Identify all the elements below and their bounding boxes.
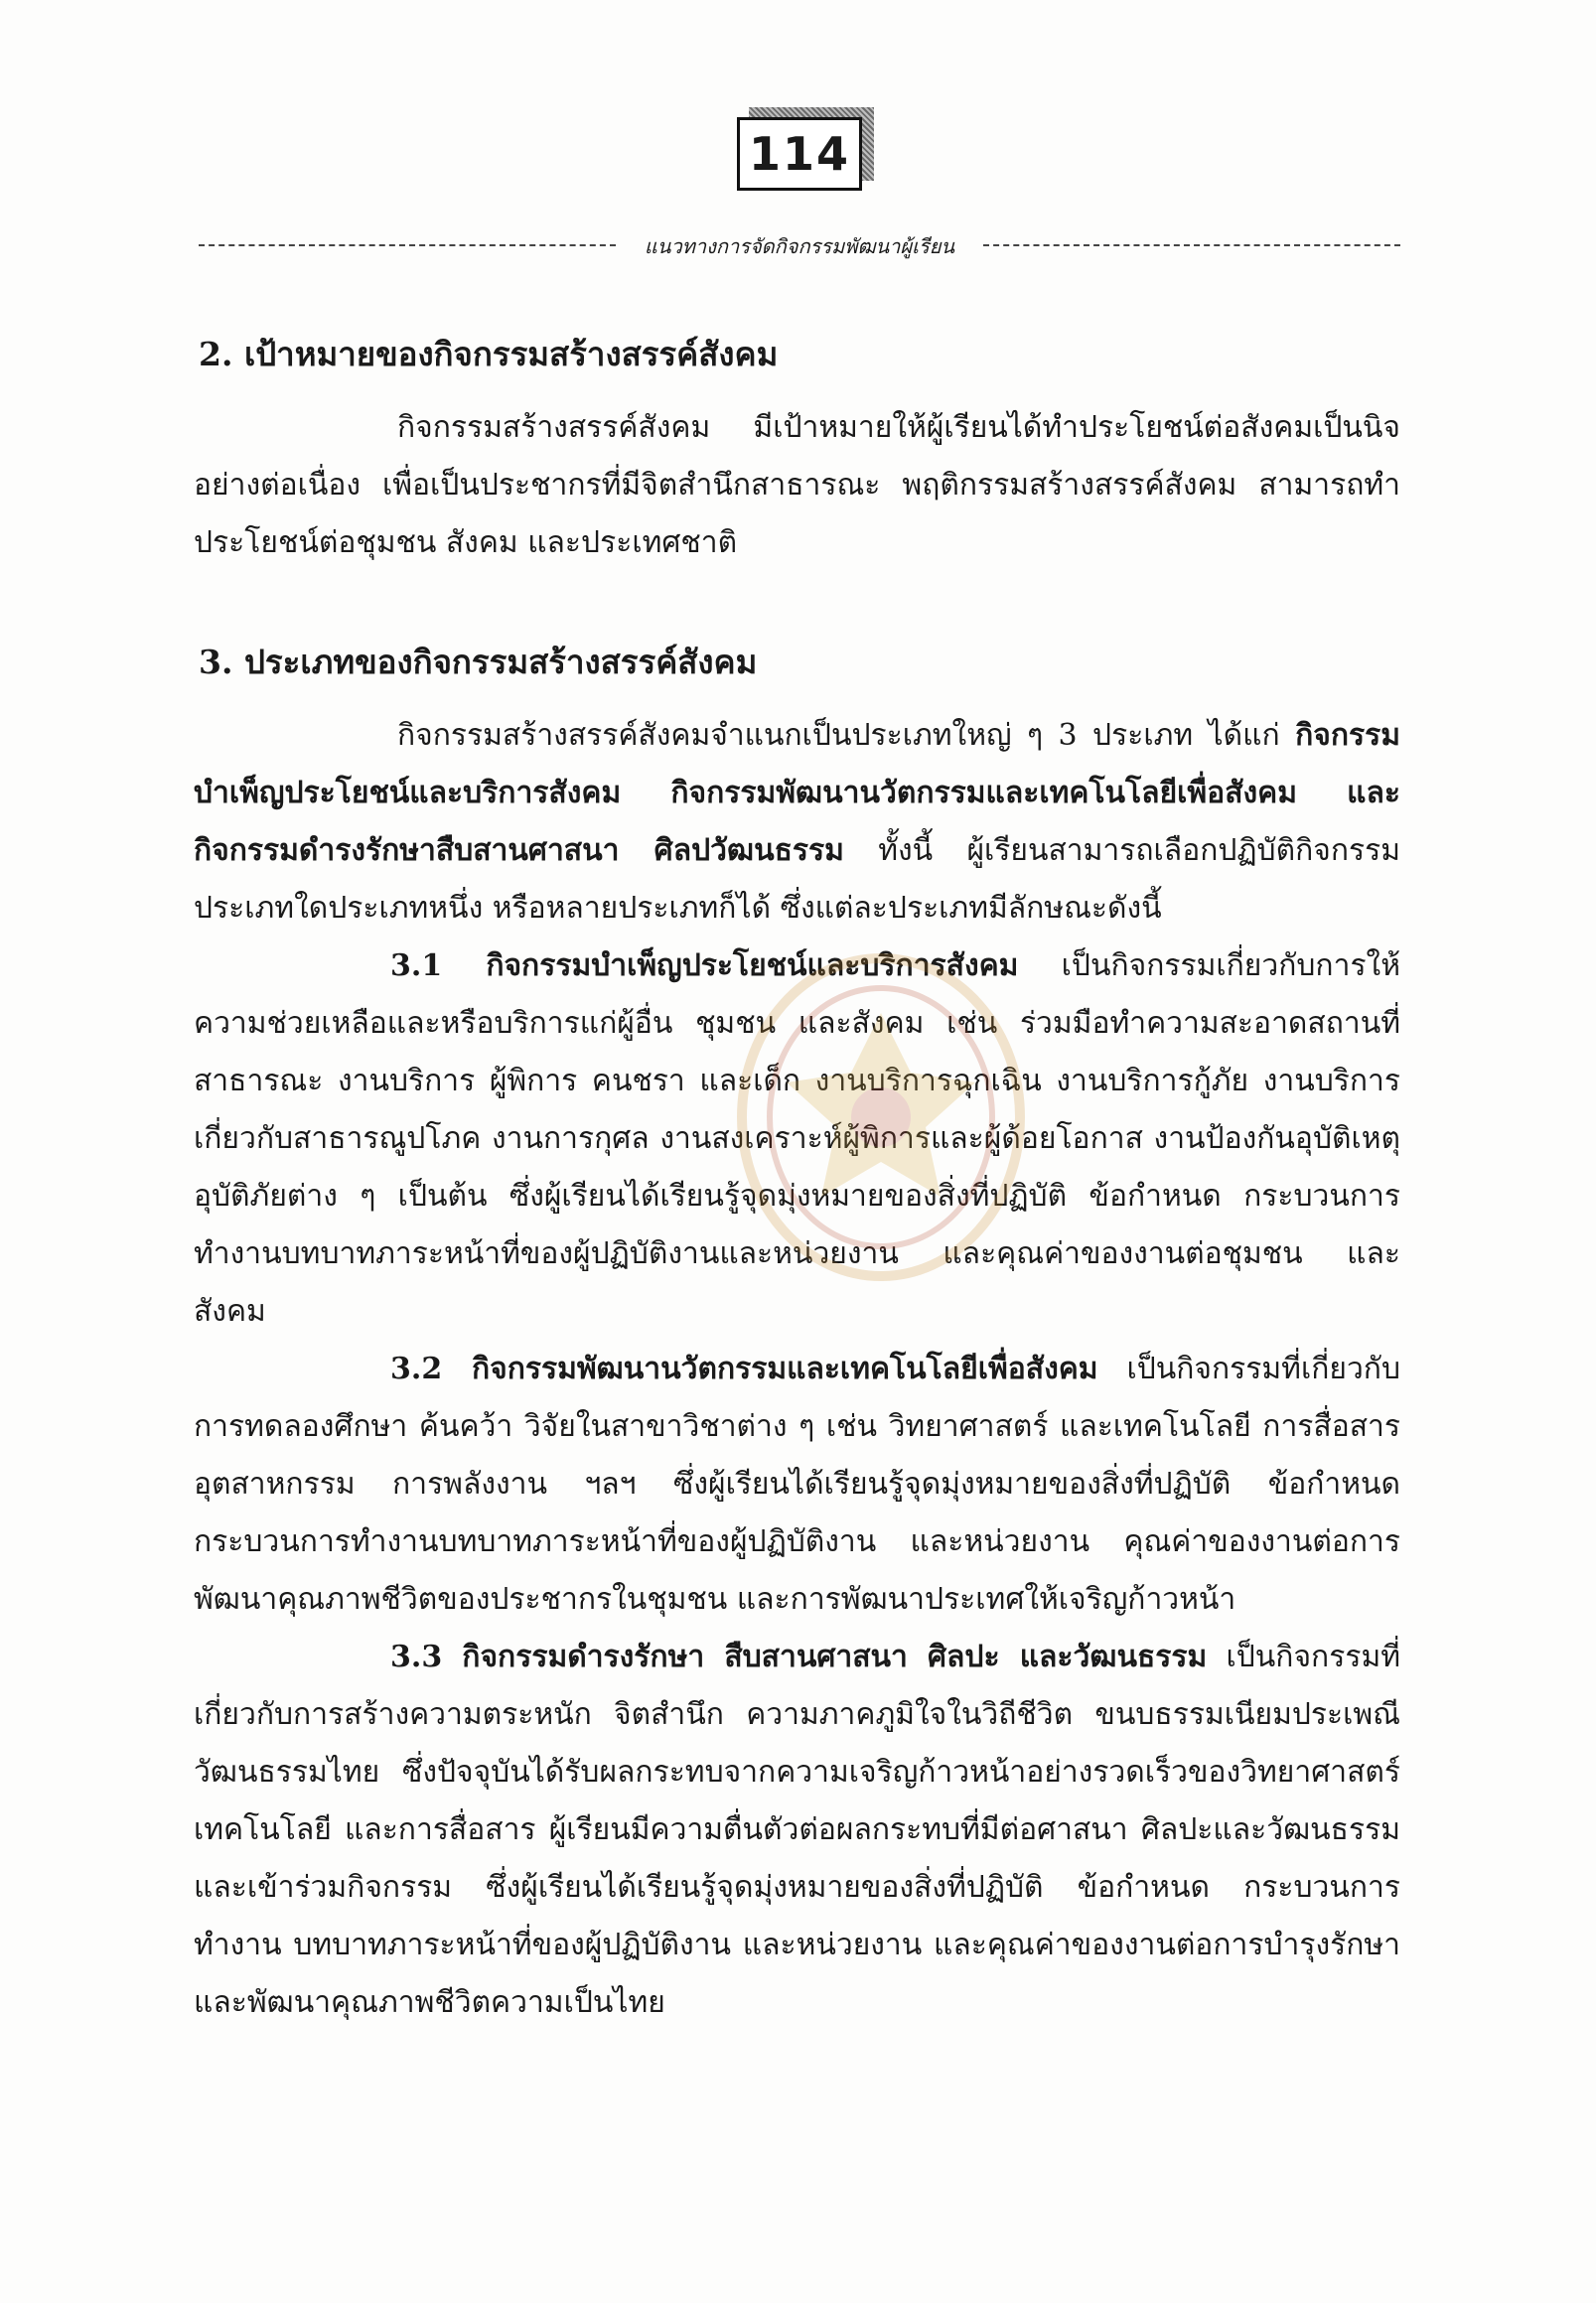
intro-type-3: และกิจกรรมดำรงรักษาสืบสานศาสนา ศิลปวัฒนธรรม	[194, 776, 1400, 868]
running-header-text: แนวทางการจัดกิจกรรมพัฒนาผู้เรียน	[644, 234, 955, 258]
intro-text-4: ทั้งนี้ ผู้เรียนสามารถเลือกปฏิบัติกิจกรรมประเภทใดประเภทหนึ่ง หรือหลายประเภทก็ได้ ซึ่งแต่ละประเภทมีลักษณะดังนี้	[194, 833, 1400, 926]
page-number-box	[737, 117, 862, 191]
subsection-3-3	[194, 1629, 1400, 2032]
subsection-3-1	[194, 937, 1400, 1341]
page-number: 114	[737, 117, 862, 191]
intro-text-2	[621, 776, 670, 810]
subsection-3-2	[194, 1341, 1400, 1629]
section-3-heading: 3. ประเภทของกิจกรรมสร้างสรรค์สังคม	[199, 643, 758, 681]
section-2-heading: 2. เป้าหมายของกิจกรรมสร้างสรรค์สังคม	[199, 335, 779, 373]
section-2-body	[194, 399, 1400, 572]
subsection-3-2-body: เป็นกิจกรรมที่เกี่ยวกับการทดลองศึกษา ค้นคว้า วิจัยในสาขาวิชาต่าง ๆ เช่น วิทยาศาสตร์ และเทคโนโลยี การสื่อสาร อุตสาหกรรม การพลังงาน ฯลฯ ซึ่งผู้เรียนได้เรียนรู้จุดมุ่งหมายของสิ่งที่ปฏิบัติ ข้อกำหนด กระบวนการทำงานบทบาทภาระหน้าที่ของผู้ปฏิบัติงาน และหน่วยงาน คุณค่าของงานต่อการพัฒนาคุณภาพชีวิตของประชากรในชุมชน และการพัฒนาประเทศให้เจริญก้าวหน้า	[194, 1352, 1400, 1617]
intro-type-1: กิจกรรมบำเพ็ญประโยชน์และบริการสังคม	[194, 718, 1400, 810]
subsection-3-3-body: เป็นกิจกรรมที่เกี่ยวกับการสร้างความตระหนัก จิตสำนึก ความภาคภูมิใจในวิถีชีวิต ขนบธรรมเนียมประเพณีวัฒนธรรมไทย ซึ่งปัจจุบันได้รับผลกระทบจากความเจริญก้าวหน้าอย่างรวดเร็วของวิทยาศาสตร์ เทคโนโลยี และการสื่อสาร ผู้เรียนมีความตื่นตัวต่อผลกระทบที่มีต่อศาสนา ศิลปะและวัฒนธรรม และเข้าร่วมกิจกรรม ซึ่งผู้เรียนได้เรียนรู้จุดมุ่งหมายของสิ่งที่ปฏิบัติ ข้อกำหนด กระบวนการทำงาน บทบาทภาระหน้าที่ของผู้ปฏิบัติงาน และหน่วยงาน และคุณค่าของงานต่อการบำรุงรักษาและพัฒนาคุณภาพชีวิตความเป็นไทย	[194, 1640, 1400, 2020]
intro-text-3	[1297, 776, 1347, 810]
intro-text-1: กิจกรรมสร้างสรรค์สังคมจำแนกเป็นประเภทใหญ่ ๆ 3 ประเภท ได้แก่	[397, 718, 1296, 753]
subsection-3-1-body: เป็นกิจกรรมเกี่ยวกับการให้ความช่วยเหลือและหรือบริการแก่ผู้อื่น ชุมชน และสังคม เช่น ร่วมมือทำความสะอาดสถานที่สาธารณะ งานบริการ ผู้พิการ คนชรา และเด็ก งานบริการฉุกเฉิน งานบริการกู้ภัย งานบริการเกี่ยวกับสาธารณูปโภค งานการกุศล งานสงเคราะห์ผู้พิการและผู้ด้อยโอกาส งานป้องกันอุบัติเหตุ อุบัติภัยต่าง ๆ เป็นต้น ซึ่งผู้เรียนได้เรียนรู้จุดมุ่งหมายของสิ่งที่ปฏิบัติ ข้อกำหนด กระบวนการทำงานบทบาทภาระหน้าที่ของผู้ปฏิบัติงานและหน่วยงาน และคุณค่าของงานต่อชุมชน และสังคม	[194, 948, 1400, 1329]
subsection-3-2-title: 3.2 กิจกรรมพัฒนานวัตกรรมและเทคโนโลยีเพื่อสังคม	[390, 1352, 1098, 1386]
intro-type-2: กิจกรรมพัฒนานวัตกรรมและเทคโนโลยีเพื่อสังคม	[670, 776, 1297, 810]
header-dashed-rule-left	[199, 244, 616, 246]
section-3-body	[194, 707, 1400, 2032]
section-3-intro	[194, 707, 1400, 937]
header-dashed-rule-right	[983, 244, 1400, 246]
subsection-3-1-title: 3.1 กิจกรรมบำเพ็ญประโยชน์และบริการสังคม	[390, 948, 1019, 983]
subsection-3-3-title: 3.3 กิจกรรมดำรงรักษา สืบสานศาสนา ศิลปะ และวัฒนธรรม	[390, 1640, 1208, 1674]
running-header	[199, 230, 1400, 260]
section-2-paragraph: กิจกรรมสร้างสรรค์สังคม มีเป้าหมายให้ผู้เรียนได้ทำประโยชน์ต่อสังคมเป็นนิจอย่างต่อเนื่อง เพื่อเป็นประชากรที่มีจิตสำนึกสาธารณะ พฤติกรรมสร้างสรรค์สังคม สามารถทำประโยชน์ต่อชุมชน สังคม และประเทศชาติ	[194, 410, 1400, 560]
